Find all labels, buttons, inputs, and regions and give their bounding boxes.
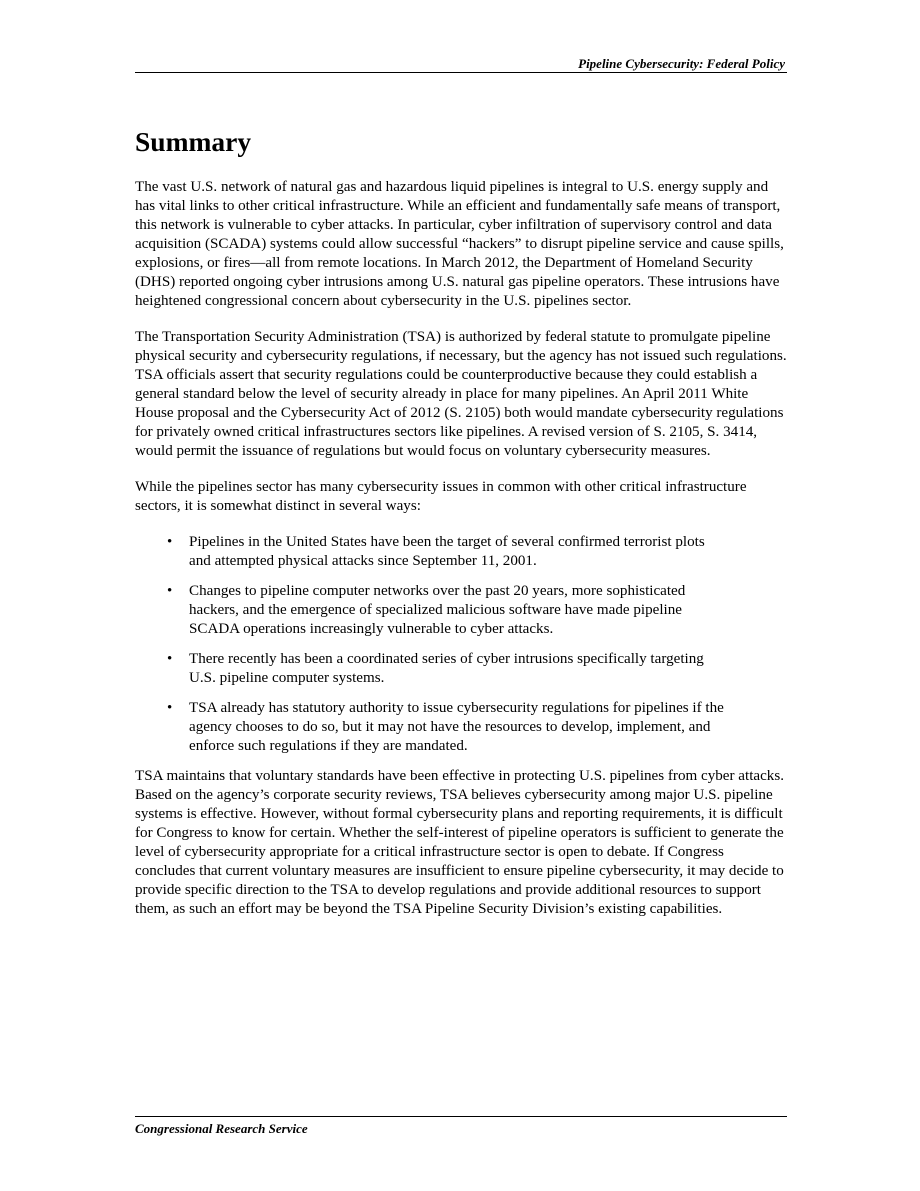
paragraph-intro-pipeline-network: The vast U.S. network of natural gas and hazardous liquid pipelines is integral to U.S. energy supply and has vital links to other critical infrastructure. While an efficient and fundamentally safe means of transport, this network is vulnerable to cyber attacks. In particular, cyber infiltration of supervisory control and data acquisition (SCADA) systems could allow successful “hackers” to disrupt pipeline service and cause spills, explosions, or fires—all from remote locations. In March 2012, the Department of Homeland Security (DHS) reported ongoing cyber intrusions among U.S. natural gas pipeline operators. These intrusions have heightened congressional concern about cybersecurity in the U.S. pipelines sector. [135, 179, 784, 309]
page-title: Summary [135, 126, 252, 157]
distinctions-bullet-list [135, 533, 787, 756]
paragraph-voluntary-standards: TSA maintains that voluntary standards have been effective in protecting U.S. pipelines from cyber attacks. Based on the agency’s corporate security reviews, TSA believes cybersecurity among major U.S. pipeline systems is effective. However, without formal cybersecurity plans and reporting requirements, it is difficult for Congress to know for certain. Whether the self-interest of pipeline operators is sufficient to generate the level of cybersecurity appropriate for a critical infrastructure sector is open to debate. If Congress concludes that current voluntary measures are insufficient to ensure pipeline cybersecurity, it may decide to provide specific direction to the TSA to develop regulations and provide additional resources to support them, as such an effort may be beyond the TSA Pipeline Security Division’s existing capabilities. [135, 768, 784, 917]
footer-publisher: Congressional Research Service [135, 1121, 308, 1136]
bullet-text: There recently has been a coordinated series of cyber intrusions specifically targeting U.S. pipeline computer systems. [189, 651, 704, 686]
bullet-icon: • [167, 700, 173, 716]
bullet-icon: • [167, 583, 173, 599]
bullet-text: TSA already has statutory authority to issue cybersecurity regulations for pipelines if the agency chooses to do so, but it may not have the resources to develop, implement, and enforce such regulations if they are mandated. [189, 700, 724, 754]
bullet-item [135, 699, 787, 756]
bullet-icon: • [167, 534, 173, 550]
bullet-text: Pipelines in the United States have been the target of several confirmed terrorist plots and attempted physical attacks since September 11, 2001. [189, 534, 705, 569]
paragraph-sector-distinction: While the pipelines sector has many cybersecurity issues in common with other critical infrastructure sectors, it is somewhat distinct in several ways: [135, 479, 747, 514]
bullet-icon: • [167, 651, 173, 667]
header-divider [135, 72, 787, 73]
bullet-item [135, 582, 787, 639]
bullet-item [135, 650, 787, 688]
footer-divider [135, 1116, 787, 1117]
page-body [135, 122, 787, 936]
bullet-text: Changes to pipeline computer networks over the past 20 years, more sophisticated hackers, and the emergence of specialized malicious software have made pipeline SCADA operations increasingly vulnerable to cyber attacks. [189, 583, 686, 637]
bullet-item [135, 533, 787, 571]
paragraph-tsa-authority: The Transportation Security Administration (TSA) is authorized by federal statute to promulgate pipeline physical security and cybersecurity regulations, if necessary, but the agency has not issued such regulations. TSA officials assert that security regulations could be counterproductive because they could establish a general standard below the level of security already in place for many pipelines. An April 2011 White House proposal and the Cybersecurity Act of 2012 (S. 2105) both would mandate cybersecurity regulations for privately owned critical infrastructures sectors like pipelines. A revised version of S. 2105, S. 3414, would permit the issuance of regulations but would focus on voluntary cybersecurity measures. [135, 329, 787, 459]
running-header: Pipeline Cybersecurity: Federal Policy [578, 56, 785, 71]
